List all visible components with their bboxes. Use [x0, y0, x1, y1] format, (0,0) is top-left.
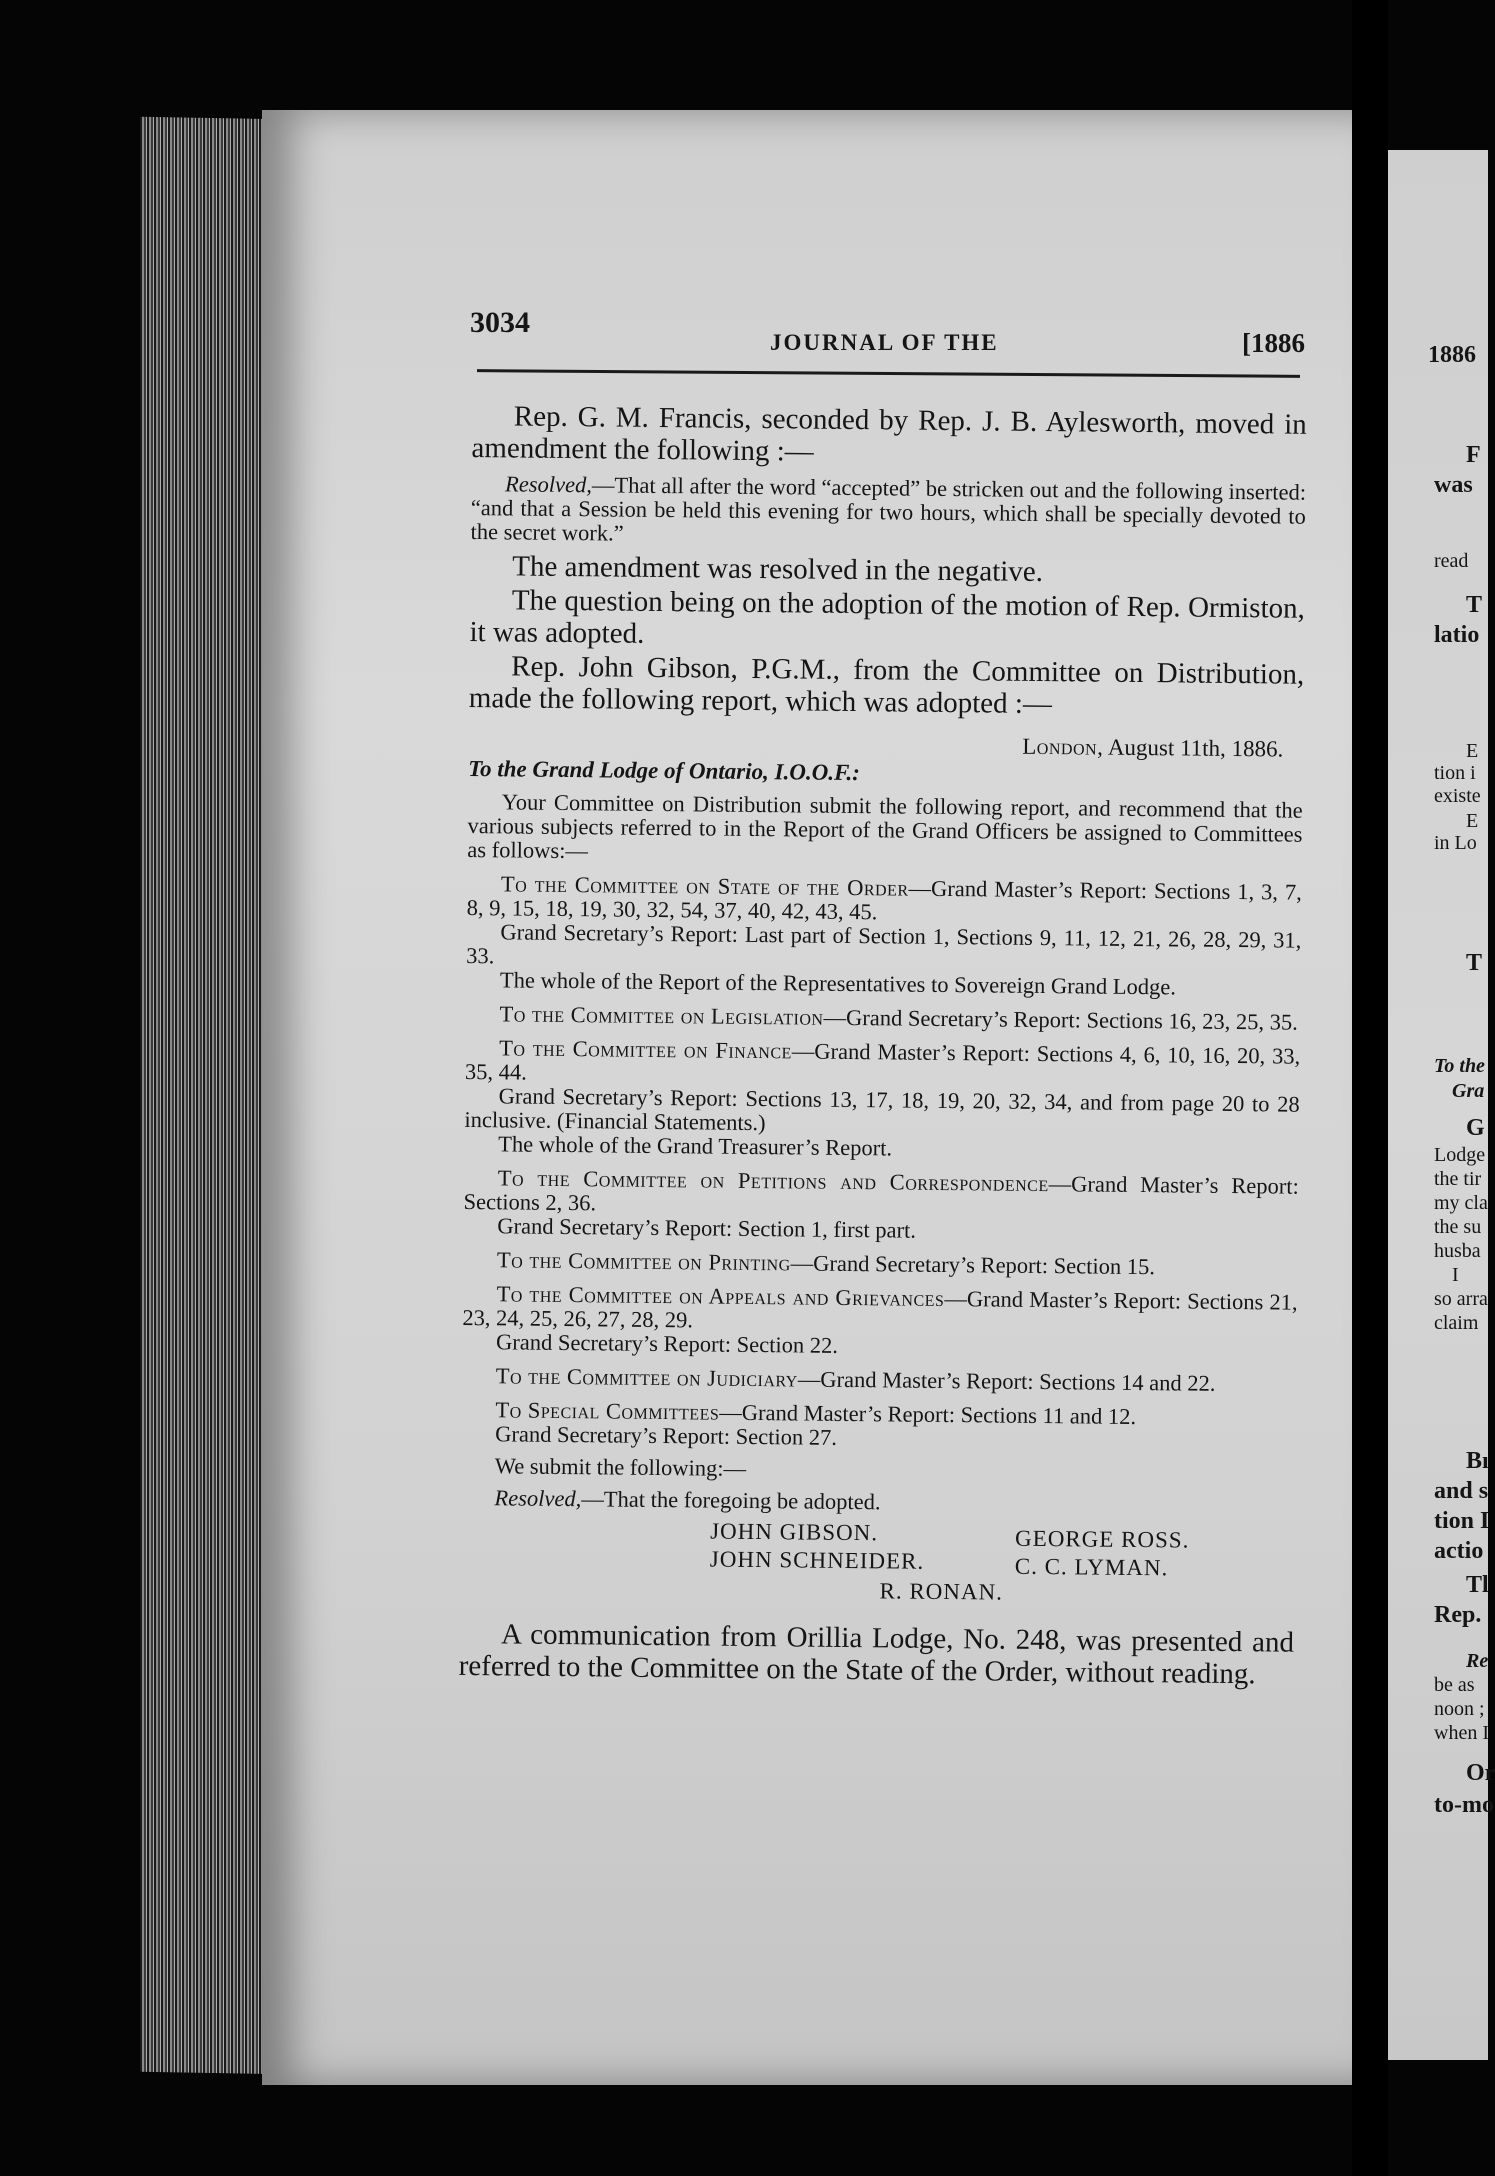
- running-title: JOURNAL OF THE: [770, 330, 999, 355]
- facing-fragment: and s: [1434, 1478, 1489, 1504]
- facing-fragment: Bı: [1466, 1448, 1489, 1474]
- facing-fragment: read: [1434, 550, 1469, 572]
- facing-fragment: T: [1466, 592, 1483, 618]
- facing-fragment: noon ;: [1434, 1698, 1485, 1720]
- report-item-text: —Grand Master’s Report: Sections 1, 3, 7, 8, 9, 15, 18, 19, 30, 32, 54, 37, 40, 42, 43, 45.: [466, 875, 1303, 925]
- committee-name: To the Committee on State of the Order: [500, 871, 909, 901]
- paragraph-distribution-report: Rep. John Gibson, P.G.M., from the Committee on Distribution, made the following report, which was adopted :—: [468, 650, 1305, 721]
- facing-fragment: the su: [1434, 1216, 1482, 1238]
- paragraph-resolved-amendment: [470, 472, 1306, 553]
- report-item-text: Grand Secretary’s Report: Last part of Section 1, Sections 9, 11, 12, 21, 26, 28, 29, 31, 33.: [466, 919, 1302, 969]
- facing-fragment: to-mo: [1434, 1792, 1494, 1818]
- facing-fragment: F: [1466, 442, 1481, 468]
- facing-fragment: claim: [1434, 1312, 1479, 1334]
- report-item-text: Grand Secretary’s Report: Section 1, first part.: [497, 1213, 917, 1243]
- committee-name: To the Committee on Petitions and Correspondence: [497, 1165, 1049, 1197]
- facing-fragment: be as: [1434, 1674, 1475, 1696]
- committee-name: To the Committee on Legislation: [499, 1001, 824, 1030]
- facing-year: 1886: [1428, 342, 1476, 368]
- report-items-list: [461, 872, 1302, 1455]
- facing-fragment: Rep.: [1434, 1602, 1482, 1628]
- report-resolved: [460, 1486, 1295, 1519]
- report-item-text: Grand Secretary’s Report: Section 27.: [495, 1421, 838, 1450]
- resolved-text: —That all after the word “accepted” be stricken out and the following inserted: “and that a Session be held this evening for two hours, which shall be specially devoted to the secret work.”: [470, 472, 1307, 546]
- dateline-city: London,: [1022, 733, 1104, 760]
- facing-fragment: To the: [1434, 1055, 1485, 1077]
- signature-name: JOHN GIBSON.: [710, 1518, 879, 1546]
- paragraph-amendment-motion: Rep. G. M. Francis, seconded by Rep. J. B. Aylesworth, moved in amendment the following :—: [471, 400, 1307, 468]
- facing-fragment: Or: [1466, 1760, 1495, 1786]
- report-resolved-text: —That the foregoing be adopted.: [581, 1486, 881, 1515]
- facing-fragment: Gra: [1452, 1080, 1485, 1102]
- facing-fragment: existe: [1434, 785, 1481, 807]
- facing-fragment: actio: [1434, 1538, 1484, 1564]
- facing-fragment: tion i: [1434, 762, 1476, 784]
- facing-fragment: in Lo: [1434, 832, 1477, 854]
- committee-name: To the Committee on Appeals and Grievances: [496, 1281, 945, 1311]
- report-item-text: —Grand Secretary’s Report: Section 15.: [790, 1250, 1156, 1280]
- page-header: [470, 300, 1325, 358]
- signature-name: C. C. LYMAN.: [1014, 1553, 1169, 1581]
- report-item-text: Grand Secretary’s Report: Sections 13, 17, 18, 19, 20, 32, 34, and from page 20 to 28 inclusive. (Financial Statements.): [464, 1083, 1300, 1136]
- facing-fragment: when I: [1434, 1722, 1489, 1744]
- paragraph-orillia-communication: A communication from Orillia Lodge, No. 248, was presented and referred to the Committee on the State of the Order, without reading.: [458, 1618, 1295, 1691]
- resolved-label: Resolved,: [504, 471, 593, 498]
- report-item: [465, 1002, 1300, 1035]
- report-item: [463, 1248, 1298, 1281]
- facing-fragment: Lodge: [1434, 1144, 1486, 1166]
- report-item-text: —Grand Master’s Report: Sections 4, 6, 10, 16, 20, 33, 35, 44.: [464, 1038, 1301, 1085]
- facing-fragment: T: [1466, 950, 1483, 976]
- book-gutter: [1352, 0, 1388, 2176]
- report-item-text: —Grand Master’s Report: Sections 2, 36.: [463, 1171, 1299, 1216]
- report-item-text: The whole of the Report of the Representatives to Sovereign Grand Lodge.: [499, 967, 1177, 1000]
- facing-fragment: E: [1466, 810, 1479, 832]
- report-item-text: Grand Secretary’s Report: Section 22.: [496, 1329, 839, 1358]
- committee-name: To the Committee on Printing: [496, 1247, 791, 1276]
- header-year: [1886: [1242, 328, 1305, 358]
- dateline-date: August 11th, 1886.: [1107, 734, 1284, 762]
- report-intro: Your Committee on Distribution submit the following report, and recommend that the various subjects referred to in the Report of the Grand Officers be assigned to Committees as follows:—: [467, 789, 1303, 864]
- facing-fragment: tion I: [1434, 1508, 1490, 1534]
- signature-name: R. RONAN.: [879, 1578, 1004, 1605]
- book-page-edges: [140, 117, 280, 2074]
- report-address: To the Grand Lodge of Ontario, I.O.O.F.:: [468, 755, 860, 786]
- facing-fragment: Re: [1466, 1650, 1489, 1672]
- report-item-text: —Grand Master’s Report: Sections 11 and 12.: [719, 1399, 1137, 1430]
- facing-fragment: so arra: [1434, 1288, 1488, 1310]
- report-item-text: The whole of the Grand Treasurer’s Report.: [498, 1131, 893, 1161]
- report-submit: We submit the following:—: [494, 1453, 747, 1481]
- facing-fragment: G: [1466, 1115, 1485, 1141]
- facing-fragment: was: [1434, 472, 1473, 498]
- facing-fragment: Tl: [1466, 1572, 1489, 1598]
- signature-name: JOHN SCHNEIDER.: [709, 1546, 925, 1574]
- signature-name: GEORGE ROSS.: [1014, 1525, 1190, 1553]
- committee-name: To the Committee on Judiciary: [495, 1363, 798, 1392]
- facing-page: [1388, 150, 1495, 2060]
- page-body: [459, 400, 1307, 1693]
- facing-fragment: I: [1452, 1264, 1459, 1286]
- report-item-text: —Grand Master’s Report: Sections 21, 23, 24, 25, 26, 27, 28, 29.: [462, 1285, 1298, 1333]
- committee-name: To the Committee on Finance: [499, 1035, 792, 1064]
- report-item-text: —Grand Secretary’s Report: Sections 16, 23, 25, 35.: [823, 1004, 1298, 1035]
- facing-fragment: husba: [1434, 1240, 1481, 1262]
- facing-fragment: the tir: [1434, 1168, 1482, 1190]
- signatures: [459, 1516, 1295, 1613]
- facing-fragment: my cla: [1434, 1192, 1488, 1214]
- committee-name: To Special Committees: [495, 1397, 720, 1425]
- facing-fragment: E: [1466, 740, 1479, 762]
- paragraph-question: The question being on the adoption of the motion of Rep. Ormiston, it was adopted.: [469, 584, 1306, 650]
- page-number: 3034: [470, 306, 530, 339]
- report-resolved-label: Resolved,: [494, 1485, 582, 1512]
- facing-fragment: latio: [1434, 622, 1480, 648]
- paragraph-amendment-result: The amendment was resolved in the negative.: [512, 550, 1044, 588]
- report-item: [462, 1364, 1297, 1397]
- report-item-text: —Grand Master’s Report: Sections 14 and 22.: [797, 1366, 1216, 1396]
